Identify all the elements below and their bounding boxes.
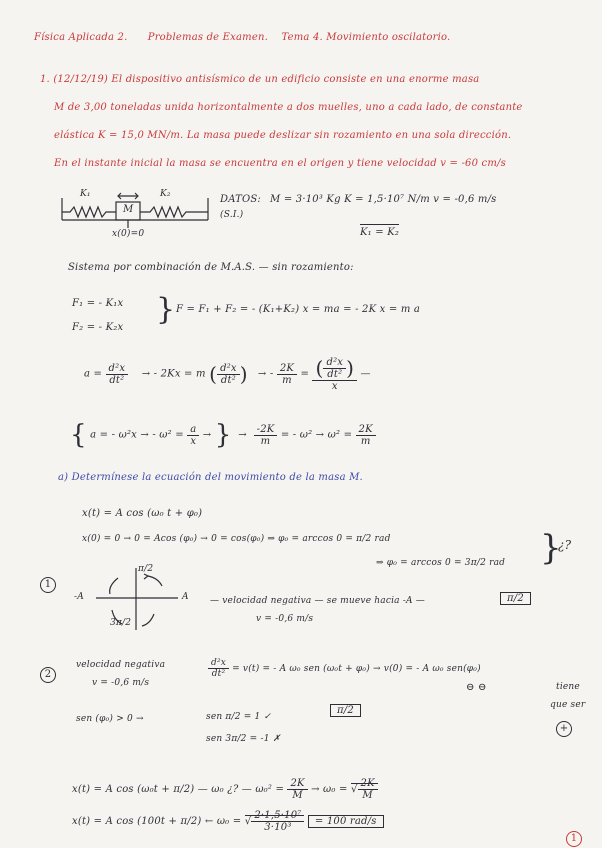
axis-neg: -A [74, 592, 84, 602]
part-a-eq3: ⇒ φ₀ = arccos 0 = 3π/2 rad [376, 558, 506, 568]
accel-den: dt² [109, 374, 125, 386]
final2-result: = 100 rad/s [308, 815, 384, 828]
accel-a: a = [84, 368, 103, 380]
system-title: Sistema por combinación de M.A.S. — sin rozamiento: [68, 262, 354, 273]
force-f1: F₁ = - K₁x [72, 298, 124, 309]
omega-rest: = - ω² → ω² = [280, 429, 353, 441]
axis-bottom: 3π/2 [110, 618, 132, 628]
sen-a: sen π/2 = 1 ✓ [206, 712, 272, 722]
tiene-label: tiene [556, 682, 580, 692]
datos-label: DATOS: [220, 194, 261, 205]
answer-box-1: π/2 [500, 592, 531, 605]
omega-line: { a = - ω²x → - ω² = $\frac{a}{x}$ → } → $\frac{-2K}{m}$ = - ω² → ω² = $\frac{2K}{m}$ [70, 420, 376, 450]
deriv-text: = v(t) = - A ω₀ sen (ω₀t + φ₀) → v(0) = - A ω₀ sen(φ₀) [232, 664, 481, 674]
accel-line: a = $\frac{\text{d²x}}{\text{dt²}}$ → - 2Kx = m ( $\frac{\text{d²x}}{\text{dt²}}$ ) → - $\frac{2K}{m}$ = ( $\frac{\text{d²x}}{\text{dt²}}$ ) x — [84, 356, 371, 392]
deriv-line: $\frac{\text{d²x}}{\text{dt²}}$ = v(t) = - A ω₀ sen (ω₀t + φ₀) → v(0) = - A ω₀ sen(φ₀) [208, 658, 481, 679]
circle-1: 1 [40, 572, 56, 593]
force-sum: F = F₁ + F₂ = - (K₁+K₂) x = ma = - 2K x = m a [176, 304, 421, 315]
spring-k2-label: K₂ [160, 189, 171, 199]
accel-mid: → - 2Kx = m [141, 368, 206, 380]
axis-pos: A [182, 592, 189, 602]
header [34, 32, 450, 43]
part-a-title: a) Determínese la ecuación del movimiento de la masa M. [58, 472, 363, 483]
part-a-eq2: x(0) = 0 → 0 = Acos (φ₀) → 0 = cos(φ₀) ⇒ φ₀ = arccos 0 = π/2 rad [82, 534, 391, 544]
accel-2k-frac: $\frac{2K}{m}$ [277, 363, 297, 386]
vel-value-2: v = -0,6 m/s [92, 678, 150, 688]
mass-label: M [123, 204, 134, 215]
final-line-1: x(t) = A cos (ω₀t + π/2) — ω₀ ¿? — ω₀² = $\frac{2K}{M}$ → ω₀ = √ $\frac{2K}{M}$ [72, 778, 378, 801]
header-topic: Tema 4. Movimiento oscilatorio. [281, 32, 451, 43]
accel-frac [106, 363, 129, 386]
part-a-brace: } [540, 528, 562, 568]
final2-text: x(t) = A cos (100t + π/2) ← ω₀ = [72, 816, 242, 827]
part-a-question: ¿? [558, 538, 572, 552]
accel-end: — [360, 368, 371, 380]
final-line-2: x(t) = A cos (100t + π/2) ← ω₀ = √ $\frac{\text{2·1,5·10⁷}}{\text{3·10³}}$ = 100 rad/s [72, 810, 384, 833]
vel-neg-2: velocidad negativa [76, 660, 166, 670]
omega-arrow: → [202, 429, 212, 441]
answer-box-2: π/2 [330, 704, 361, 717]
circle-2: 2 [40, 662, 56, 683]
si-label: (S.I.) [220, 210, 244, 220]
force-f2: F₂ = - K₂x [72, 322, 124, 333]
origin-label: x(0)=0 [112, 229, 145, 239]
final1-mid: → ω₀ = [311, 784, 348, 795]
accel-frac-2: $\frac{\text{d²x}}{\text{dt²}}$ [217, 363, 240, 386]
problem-line-1: 1. (12/12/19) El dispositivo antisísmico de un edificio consiste en una enorme masa [40, 74, 480, 85]
vel-value-1: v = -0,6 m/s [256, 614, 314, 624]
page-number: 1 [566, 826, 582, 847]
problem-line-3: elástica K = 15,0 MN/m. La masa puede deslizar sin rozamiento en una sola dirección. [54, 130, 512, 141]
datos-values: M = 3·10³ Kg K = 1,5·10⁷ N/m v = -0,6 m/s [270, 194, 497, 205]
axis-top: π/2 [138, 564, 154, 574]
part-a-eq1: x(t) = A cos (ω₀ t + φ₀) [82, 508, 203, 519]
theta-marks: ⊖ ⊖ [466, 682, 487, 693]
omega-left: a = - ω²x → - ω² = [90, 429, 184, 441]
force-brace: } [156, 292, 176, 327]
header-source: Problemas de Examen. [147, 32, 268, 43]
accel-ratio: ( $\frac{\text{d²x}}{\text{dt²}}$ ) x [312, 356, 357, 392]
accel-eq: = [300, 368, 310, 380]
circle-plus: + [556, 716, 572, 737]
accel-r1: → - [257, 368, 274, 380]
problem-line-4: En el instante inicial la masa se encuentra en el origen y tiene velocidad v = -60 cm/s [54, 158, 506, 169]
final1-text: x(t) = A cos (ω₀t + π/2) — ω₀ ¿? — ω₀² = [72, 784, 285, 795]
header-subject: Física Aplicada 2. [34, 32, 128, 43]
phase-axis-diagram [92, 564, 182, 638]
k-equal: K₁ = K₂ [360, 224, 399, 238]
sen-b: sen 3π/2 = -1 ✗ [206, 734, 281, 744]
vel-neg-1: — velocidad negativa — se mueve hacia -A — [210, 596, 425, 606]
sen-condition: sen (φ₀) > 0 → [76, 714, 144, 724]
que-ser-label: que ser [550, 700, 586, 710]
problem-line-2: M de 3,00 toneladas unida horizontalmente a dos muelles, uno a cada lado, de constante [54, 102, 523, 113]
accel-num: d²x [106, 363, 129, 375]
spring-k1-label: K₁ [80, 189, 91, 199]
